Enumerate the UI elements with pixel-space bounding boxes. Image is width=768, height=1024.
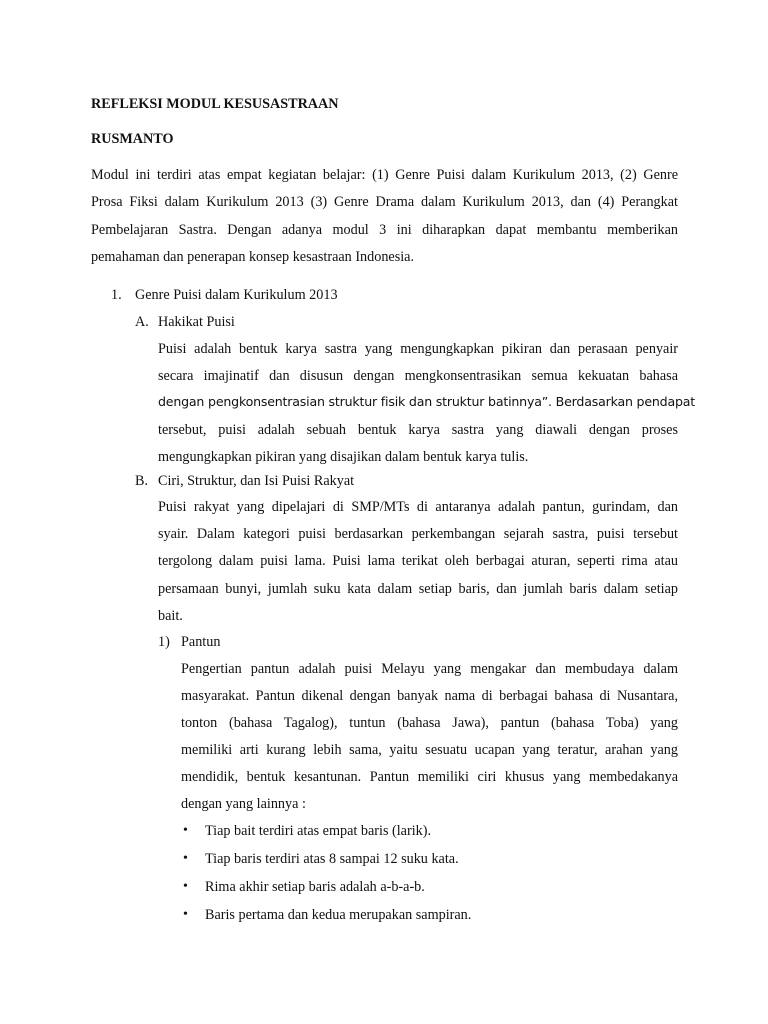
subsection-letter: A. <box>135 314 149 330</box>
paragraph-line: persamaan bunyi, jumlah suku kata dalam setiap baris, dan jumlah baris dalam setiap <box>158 581 678 597</box>
author-name: RUSMANTO <box>91 131 174 147</box>
paragraph-line: tersebut, puisi adalah sebuah bentuk karya sastra yang diawali dengan proses <box>158 422 678 438</box>
paragraph-line: syair. Dalam kategori puisi berdasarkan perkembangan sejarah sastra, puisi tersebut <box>158 526 678 542</box>
document-title: REFLEKSI MODUL KESUSASTRAAN <box>91 96 339 112</box>
paragraph-line: mengungkapkan pikiran yang disajikan dalam bentuk karya tulis. <box>158 449 529 465</box>
list-item: Tiap bait terdiri atas empat baris (larik). <box>205 823 432 839</box>
bullet-icon: • <box>183 851 188 866</box>
list-item: Rima akhir setiap baris adalah a-b-a-b. <box>205 879 425 895</box>
subsection-title: Hakikat Puisi <box>158 314 235 330</box>
section-title: Genre Puisi dalam Kurikulum 2013 <box>135 287 338 303</box>
item-number: 1) <box>158 634 170 650</box>
paragraph-line: mendidik, bentuk kesantunan. Pantun memiliki ciri khusus yang membedakanya <box>181 769 678 785</box>
intro-line: Pembelajaran Sastra. Dengan adanya modul 3 ini diharapkan dapat membantu memberikan <box>91 222 678 238</box>
subsection-letter: B. <box>135 473 149 489</box>
list-item: Tiap baris terdiri atas 8 sampai 12 suku kata. <box>205 851 459 867</box>
bullet-icon: • <box>183 823 188 838</box>
paragraph-line: Puisi adalah bentuk karya sastra yang mengungkapkan pikiran dan perasaan penyair <box>158 341 678 357</box>
paragraph-line: dengan pengkonsentrasian struktur fisik dan struktur batinnya”. Berdasarkan pendapat <box>158 394 696 409</box>
list-item: Baris pertama dan kedua merupakan sampiran. <box>205 907 472 923</box>
paragraph-line: bait. <box>158 608 183 624</box>
paragraph-line: Puisi rakyat yang dipelajari di SMP/MTs di antaranya adalah pantun, gurindam, dan <box>158 499 678 515</box>
section-number: 1. <box>111 287 122 303</box>
paragraph-line: tonton (bahasa Tagalog), tuntun (bahasa Jawa), pantun (bahasa Toba) yang <box>181 715 678 731</box>
intro-line: Modul ini terdiri atas empat kegiatan belajar: (1) Genre Puisi dalam Kurikulum 2013, (2) Genre <box>91 167 678 183</box>
bullet-icon: • <box>183 879 188 894</box>
intro-line: Prosa Fiksi dalam Kurikulum 2013 (3) Genre Drama dalam Kurikulum 2013, dan (4) Perangkat <box>91 194 678 210</box>
item-title: Pantun <box>181 634 221 650</box>
paragraph-line: secara imajinatif dan disusun dengan mengkonsentrasikan semua kekuatan bahasa <box>158 368 678 384</box>
bullet-icon: • <box>183 907 188 922</box>
paragraph-line: dengan yang lainnya : <box>181 796 306 812</box>
subsection-title: Ciri, Struktur, dan Isi Puisi Rakyat <box>158 473 355 489</box>
paragraph-line: Pengertian pantun adalah puisi Melayu yang mengakar dan membudaya dalam <box>181 661 678 677</box>
intro-line: pemahaman dan penerapan konsep kesastraan Indonesia. <box>91 249 415 265</box>
paragraph-line: memiliki arti kurang lebih sama, yaitu sesuatu ucapan yang teratur, arahan yang <box>181 742 678 758</box>
paragraph-line: masyarakat. Pantun dikenal dengan banyak nama di berbagai bahasa di Nusantara, <box>181 688 678 704</box>
paragraph-line: tergolong dalam puisi lama. Puisi lama terikat oleh berbagai aturan, seperti rima atau <box>158 553 678 569</box>
